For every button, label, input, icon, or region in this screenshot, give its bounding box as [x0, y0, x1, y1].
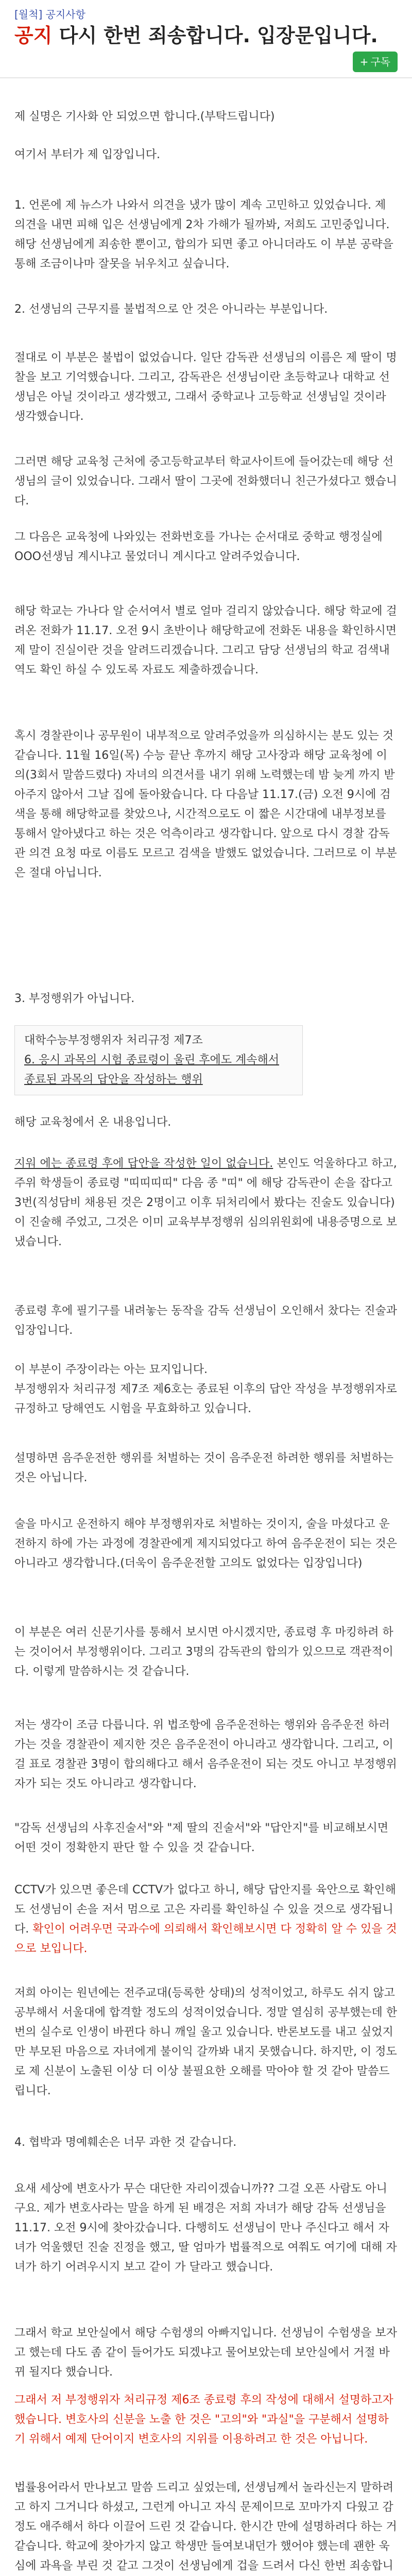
- paragraph-12: 이 부분이 주장이라는 아는 묘지입니다. 부정행위자 처리규정 제7조 제6호는 종료된 이후의 답안 작성을 부정행위자로 규정하고 당해연도 시험을 무효화하고 있습니다.: [14, 1363, 397, 1415]
- paragraph-19: 저희 아이는 원년에는 전주교대(등록한 상태)의 성적이었고, 하루도 쉬지 않고 공부해서 서울대에 합격할 정도의 성적이었습니다. 정말 열심히 공부했는데 한번의 실수로 인생이 바뀐다 하니 깨일 울고 있습니다. 반론보도를 내고 싶었지만 부모된 마음으로 자녀에게 불이익 갈까봐 내지 못했습니다. 하지만, 이 정도로 제 신분이 노출된 이상 더 이상 불필요한 오해를 막아야 할 것 같아 말씀드립니다.: [14, 1987, 398, 2097]
- regulation-quote: [14, 1025, 303, 1095]
- paragraph-6: 해당 학교는 가나다 알 순서여서 별로 얼마 걸리지 않았습니다. 해당 학교에 걸려온 전화가 11.17. 오전 9시 초반이나 해당학교에 전화돈 내용을 확인하시면 제 말이 진실이란 것을 알려드리겠습니다. 그리고 담당 선생님의 학교 검색내역도 확인 하실 수 있도록 자료도 제출하겠습니다.: [14, 605, 397, 676]
- regulation-clause: 6. 응시 과목의 시험 종료령이 울린 후에도 계속해서 종료된 과목의 답안을 작성하는 행위: [24, 1054, 279, 1086]
- paragraph-11: 종료령 후에 필기구를 내려놓는 동작을 감독 선생님이 오인해서 찼다는 진술과 입장입니다.: [14, 1304, 398, 1337]
- title-text: 다시 한번 죄송합니다. 입장문입니다.: [52, 24, 378, 47]
- subscribe-button[interactable]: [353, 52, 398, 72]
- paragraph-22: 그래서 학교 보안실에서 해당 수험생의 아빠지입니다. 선생님이 수험생을 보자고 했는데 다도 좀 같이 들어가도 되겠냐고 물어보았는데 보안실에서 거절 바뀌 될지다 했습니다.: [14, 2327, 398, 2379]
- paragraph-15: 이 부분은 여러 신문기사를 통해서 보시면 아시겠지만, 종료령 후 마킹하려 하는 것이어서 부정행위이다. 그리고 3명의 감독관의 합의가 있으므로 객관적이다. 이렇게 말씀하시는 것 같습니다.: [14, 1626, 393, 1678]
- paragraph-10: [14, 1154, 398, 1252]
- post-header: [0, 0, 412, 48]
- intro-statement: 여기서 부터가 제 입장입니다.: [14, 148, 160, 161]
- paragraph-18-emphasis: 확인이 어려우면 국과수에 의뢰해서 확인해보시면 다 정확히 알 수 있을 것으로 보입니다.: [14, 1923, 397, 1955]
- paragraph-10-emphasis: 지워 에는 종료령 후에 답안을 작성한 일이 없습니다.: [14, 1157, 273, 1170]
- board-link[interactable]: [월척] 공지사항: [14, 8, 85, 21]
- paragraph-23: 그래서 저 부정행위자 처리규정 제6조 종료령 후의 작성에 대해서 설명하고자 했습니다. 변호사의 신분을 노출 한 것은 "고의"와 "과실"을 구분해서 설명하기 위해서 예제 단어이지 변호사의 지위를 이용하려고 한 것은 아닙니다.: [14, 2394, 393, 2446]
- paragraph-5: 그 다음은 교육청에 나와있는 전화번호를 가나는 순서대로 중학교 행정실에 OOO선생님 계시냐고 물었더니 계시다고 알려주었습니다.: [14, 531, 383, 563]
- paragraph-13: 설명하면 음주운전한 행위를 처벌하는 것이 음주운전 하려한 행위를 처벌하는 것은 아닙니다.: [14, 1452, 394, 1484]
- title-tag: 공지: [14, 24, 53, 47]
- subscribe-label: 구독: [370, 56, 390, 68]
- paragraph-21: 요새 세상에 변호사가 무슨 대단한 자리이겠습니까?? 그걸 오픈 사람도 아니구요. 제가 변호사라는 말을 하게 된 배경은 저희 자녀가 해당 감독 선생님을 11.17. 오전 9시에 찾아갔습니다. 다행히도 선생님이 만나 주신다고 해서 자녀가 억울했던 진술 진정을 했고, 딸 엄마가 법률적으로 여쭤도 여기에 대해 자녀가 하기 어려우시지 보고 같이 가 달라고 했습니다.: [14, 2182, 397, 2274]
- paragraph-16: 저는 생각이 조금 다릅니다. 위 법조항에 음주운전하는 행위와 음주운전 하러 가는 것을 경찰관이 제지한 것은 음주운전이 아니라고 생각합니다. 그리고, 이걸 표로 경찰관 3명이 합의해다고 해서 음주운전이 되는 것도 아니고 부정행위자가 되는 것도 아니라고 생각합니다.: [14, 1719, 397, 1790]
- intro-request: 제 실명은 기사화 안 되었으면 합니다.(부탁드립니다): [14, 110, 275, 123]
- section-3-heading: 3. 부정행위가 아닙니다.: [14, 992, 135, 1005]
- section-4-heading: 4. 협박과 명예훼손은 너무 과한 것 같습니다.: [14, 2136, 237, 2149]
- section-2-heading: 2. 선생님의 근무지를 불법적으로 안 것은 아니라는 부분입니다.: [14, 303, 328, 316]
- regulation-title: 대학수능부정행위자 처리규정 제7조: [24, 1034, 203, 1047]
- paragraph-3: 절대로 이 부분은 불법이 없었습니다. 일단 감독관 선생님의 이름은 제 딸이 명찰을 보고 기억했습니다. 그리고, 감독관은 선생님이란 초등학교나 대학교 선생님은 아닐 것이라고 생각했고, 그래서 중학교나 고등학교 선생님일 것이라 생각했습니다.: [14, 351, 397, 423]
- paragraph-14: 술을 마시고 운전하지 해야 부정행위자로 처벌하는 것이지, 술을 마셨다고 운전하지 하에 가는 과정에 경찰관에게 제지되었다고 하여 음주운전이 되는 것은 아니라고 생각합니다.(더욱이 음주운전할 고의도 없었다는 입장입니다): [14, 1518, 398, 1570]
- paragraph-7: 혹시 경찰관이나 공무원이 내부적으로 알려주었을까 의심하시는 분도 있는 것 같습니다. 11월 16일(목) 수능 끝난 후까지 해당 고사장과 해당 교육청에 이의(3회서 말씀드렸다) 자녀의 의견서를 내기 위해 노력했는데 밤 늦게 까지 받아주지 않아서 그날 집에 돌아왔습니다. 다 다음날 11.17.(금) 오전 9시에 검색을 통해 해당학교를 찾았으나, 시간적으로도 이 짧은 시간대에 내부정보를 통해서 알아냈다고 하는 것은 억측이라고 생각합니다. 앞으로 다시 경찰 감독관 의견 요청 따로 이름도 모르고 검색을 발했도 없었습니다. 그러므로 이 부분은 절대 아닙니다.: [14, 730, 397, 879]
- paragraph-17: "감독 선생님의 사후진술서"와 "제 딸의 진술서"와 "답안지"를 비교해보시면 어떤 것이 정확한지 판단 할 수 있을 것 같습니다.: [14, 1822, 388, 1854]
- paragraph-4: 그러면 해당 교육청 근처에 중고등학교부터 학교사이트에 들어갔는데 해당 선생님의 글이 있었습니다. 그래서 딸이 그곳에 전화했더니 친근가셨다고 했습니다.: [14, 455, 398, 507]
- post-title: [14, 23, 398, 48]
- paragraph-18-text: CCTV가 있으면 좋은데 CCTV가 없다고 하니, 해당 답안지를 육안으로 확인해도 선생님이 손을 저서 멈으로 고은 자리를 확인하실 수 있을 것으로 생각됩니다.: [14, 1884, 396, 1936]
- paragraph-9: 해당 교육청에서 온 내용입니다.: [14, 1116, 171, 1129]
- paragraph-10-rest: 본인도 억울하다고 하고, 주위 학생들이 종료령 "띠띠띠띠" 다음 종 "띠" 에 해당 감독관이 손을 잡다고 3번(직성담비 채용된 것은 2명이고 이후 뒤처리에서 봤다는 진술도 있습니다)이 진술해 주었고, 그것은 이미 교육부부정행위 심의위원회에 내용증명으로 보냈습니다.: [14, 1157, 398, 1248]
- plus-icon: +: [359, 56, 369, 68]
- paragraph-24: 법률용어라서 만나보고 말씀 드리고 싶었는데, 선생님께서 놀라신는지 말하려고 하지 그거니다 하셨고, 그런게 아니고 자식 문제이므로 꼬마가지 다웠고 감정도 애주해서 하다 이끌어 드린 것 같습니다. 한시간 만에 설명하려다 하는 거 같습니다. 학교에 찾아가지 않고 학생만 들여보내던가 했어야 했는데 괜한 욱심에 과욕을 부린 것 같고 그것이 선생님에게 겁을 드려서 다신 한번 죄송합니: [14, 2481, 397, 2572]
- header-divider: [0, 77, 412, 78]
- post-meta: [0, 48, 412, 77]
- paragraph-18: [14, 1880, 398, 1959]
- paragraph-1: 1. 언론에 제 뉴스가 나와서 의견을 냈가 많이 계속 고민하고 있었습니다. 제 의견을 내면 피해 입은 선생님에게 2차 가해가 될까봐, 저희도 고민중입니다. 해당 선생님에게 죄송한 뿐이고, 합의가 되면 좋고 아니더라도 이 부분 공략을 통해 조금이나마 잘못을 뉘우치고 싶습니다.: [14, 199, 393, 270]
